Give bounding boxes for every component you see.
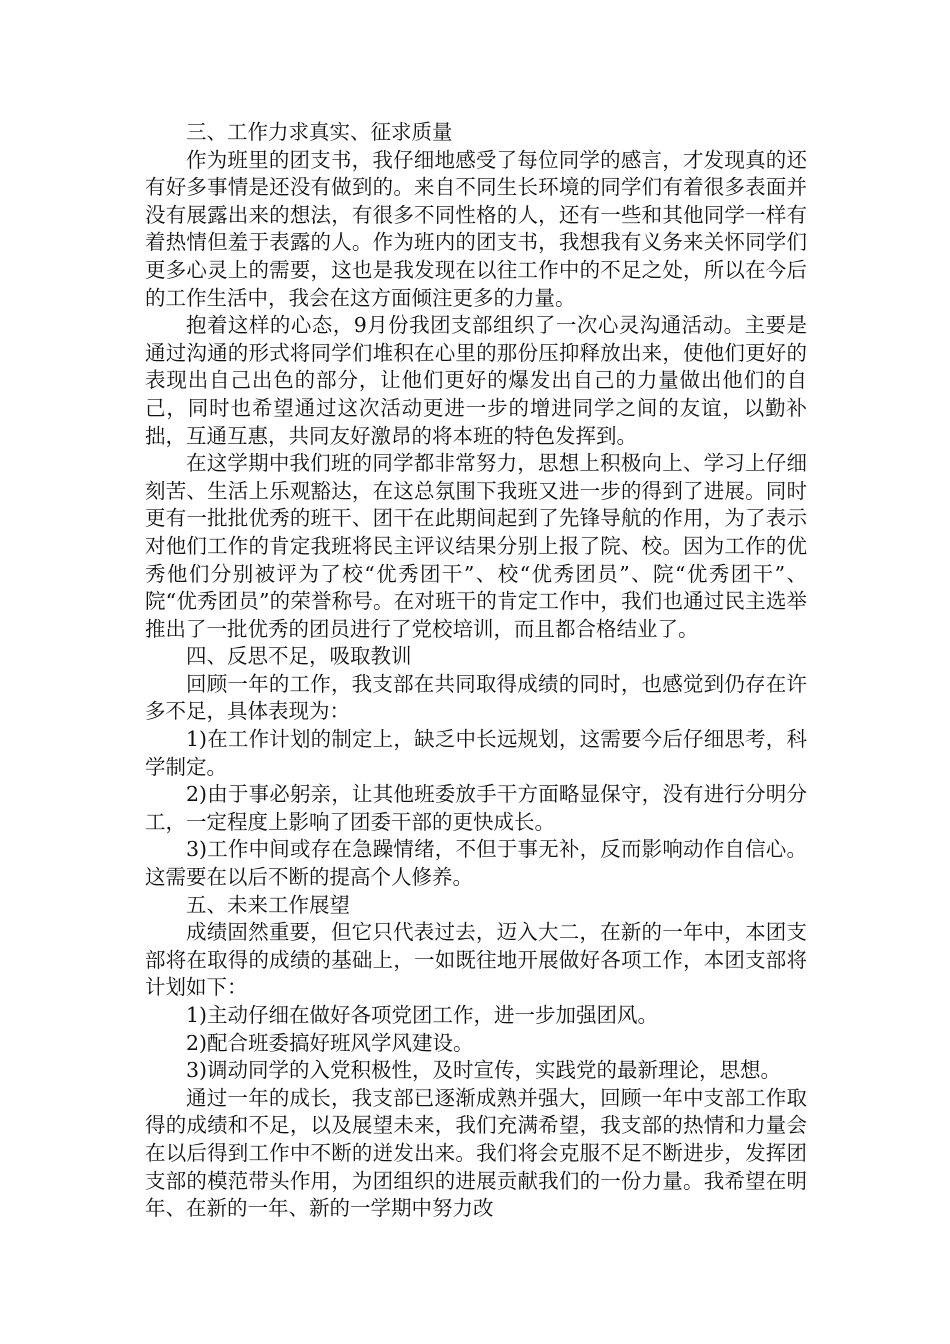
heading-section-3: 三、工作力求真实、征求质量 [186, 120, 453, 144]
paragraph: 抱着这样的心态，9月份我团支部组织了一次心灵沟通活动。主要是通过沟通的形式将同学们堆积在心里的那份压抑释放出来，使他们更好的表现出自己出色的部分，让他们更好的爆发出自己的力量做出他们的自己，同时也希望通过这次活动更进一步的增进同学之间的友谊，以勤补拙，互通互惠，共同友好激昂的将本班的特色发挥到。 [145, 313, 807, 448]
list-item: 1)在工作计划的制定上，缺乏中长远规划，这需要今后仔细思考，科学制定。 [145, 727, 807, 779]
paragraph: 成绩固然重要，但它只代表过去，迈入大二，在新的一年中，本团支部将在取得的成绩的基础上，一如既往地开展做好各项工作，本团支部将计划如下： [145, 920, 807, 1000]
heading-section-4: 四、反思不足，吸取教训 [186, 644, 412, 669]
paragraph: 通过一年的成长，我支部已逐渐成熟并强大，回顾一年中支部工作取得的成绩和不足，以及展望未来，我们充满希望，我支部的热情和力量会在以后得到工作中不断的迸发出来。我们将会克服不足不断进步，发挥团支部的模范带头作用，为团组织的进展贡献我们的一份力量。我希望在明年、在新的一年、新的一学期中努力改 [145, 1085, 807, 1221]
paragraph: 作为班里的团支书，我仔细地感受了每位同学的感言，才发现真的还有好多事情是还没有做到的。来自不同生长环境的同学们有着很多表面并没有展露出来的想法，有很多不同性格的人，还有一些和其他同学一样有着热情但羞于表露的人。作为班内的团支书，我想我有义务来关怀同学们更多心灵上的需要，这也是我发现在以往工作中的不足之处，所以在今后的工作生活中，我会在这方面倾注更多的力量。 [145, 147, 807, 310]
list-item: 2)由于事必躬亲，让其他班委放手干方面略显保守，没有进行分明分工，一定程度上影响了团委干部的更快成长。 [145, 782, 807, 834]
heading-section-5: 五、未来工作展望 [186, 892, 350, 917]
list-item: 2)配合班委搞好班风学风建设。 [186, 1030, 474, 1055]
list-item: 3)工作中间或存在急躁情绪，不但于事无补，反而影响动作自信心。这需要在以后不断的提高个人修养。 [145, 837, 807, 890]
list-item: 3)调动同学的入党积极性，及时宣传，实践党的最新理论，思想。 [186, 1058, 782, 1083]
paragraph: 在这学期中我们班的同学都非常努力，思想上积极向上、学习上仔细刻苦、生活上乐观豁达，在这总氛围下我班又进一步的得到了进展。同时更有一批批优秀的班干、团干在此期间起到了先锋导航的作用，为了表示对他们工作的肯定我班将民主评议结果分别上报了院、校。因为工作的优秀他们分别被评为了校“优秀团干”、校“优秀团员”、院“优秀团干”、院“优秀团员”的荣誉称号。在对班干的肯定工作中，我们也通过民主选举推出了一批优秀的团员进行了党校培训，而且都合格结业了。 [145, 451, 807, 641]
document-body [145, 119, 807, 1223]
list-item: 1)主动仔细在做好各项党团工作，进一步加强团风。 [186, 1003, 659, 1027]
paragraph: 回顾一年的工作，我支部在共同取得成绩的同时，也感觉到仍存在许多不足，具体表现为： [145, 671, 807, 724]
